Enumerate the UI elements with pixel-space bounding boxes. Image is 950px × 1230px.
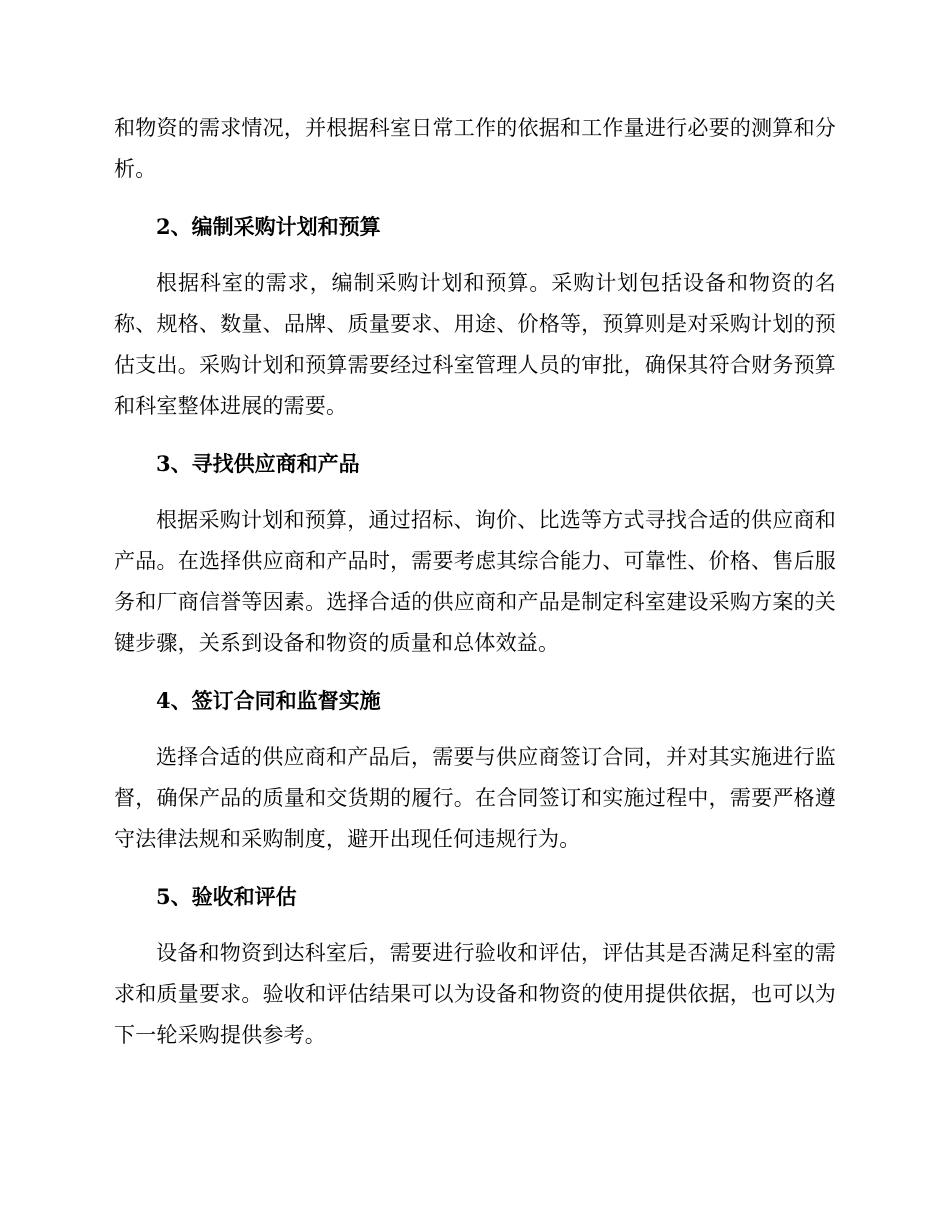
section-heading-4: 4、签订合同和监督实施 — [156, 688, 381, 713]
section-heading-2: 2、编制采购计划和预算 — [156, 214, 381, 239]
section-body-4: 选择合适的供应商和产品后，需要与供应商签订合同，并对其实施进行监督，确保产品的质量和交货期的履行。在合同签订和实施过程中，需要严格遵守法律法规和采购制度，避开出现任何违规行为。 — [114, 745, 836, 851]
section-heading-5: 5、验收和评估 — [156, 884, 297, 909]
document-page — [114, 108, 836, 1056]
section-body-2: 根据科室的需求，编制采购计划和预算。采购计划包括设备和物资的名称、规格、数量、品牌、质量要求、用途、价格等，预算则是对采购计划的预估支出。采购计划和预算需要经过科室管理人员的审批，确保其符合财务预算和科室整体进展的需要。 — [114, 271, 836, 418]
section-heading-3: 3、寻找供应商和产品 — [156, 451, 360, 476]
intro-paragraph: 和物资的需求情况，并根据科室日常工作的依据和工作量进行必要的测算和分析。 — [114, 116, 836, 181]
section-body-5: 设备和物资到达科室后，需要进行验收和评估，评估其是否满足科室的需求和质量要求。验收和评估结果可以为设备和物资的使用提供依据，也可以为下一轮采购提供参考。 — [114, 941, 836, 1047]
section-body-3: 根据采购计划和预算，通过招标、询价、比选等方式寻找合适的供应商和产品。在选择供应商和产品时，需要考虑其综合能力、可靠性、价格、售后服务和厂商信誉等因素。选择合适的供应商和产品是制定科室建设采购方案的关键步骤，关系到设备和物资的质量和总体效益。 — [114, 508, 836, 655]
